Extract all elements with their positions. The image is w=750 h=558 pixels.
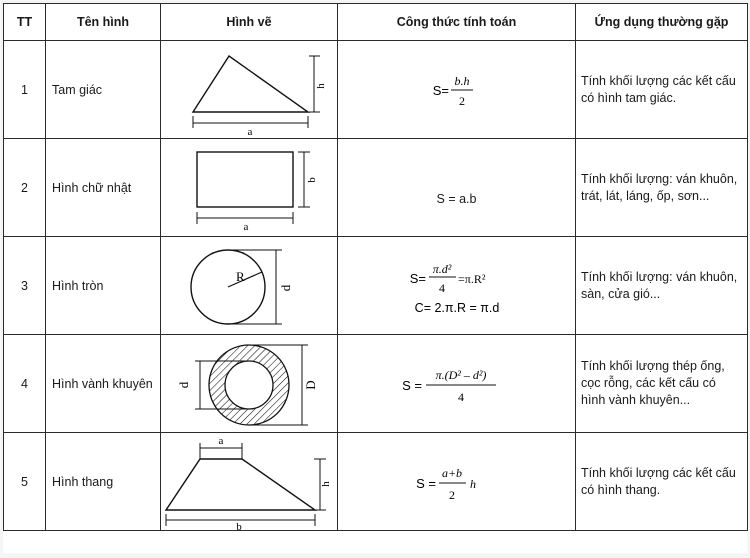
application-line: Tính khối lượng các kết cấu [581, 465, 736, 480]
header-application: Ứng dụng thường gặp [576, 4, 748, 41]
application-line: trát, lát, láng, ốp, sơn... [581, 188, 710, 203]
diameter-label: d [278, 284, 293, 291]
formula-circumference: C= 2.π.R = π.d [414, 300, 499, 315]
triangle-shape [193, 56, 308, 112]
radius-line [228, 272, 262, 287]
inner-diameter-label: d [176, 381, 191, 388]
shape-figure-cell [161, 41, 338, 139]
formula-numerator: π.d² [432, 261, 451, 276]
trapezoid-formula [392, 457, 522, 507]
header-row [4, 4, 748, 41]
formula-denominator: 4 [438, 280, 445, 295]
formula-cell [338, 41, 576, 139]
shape-name: Tam giác [46, 41, 161, 139]
height-label: h [320, 480, 332, 487]
formula-rhs: =π.R² [457, 271, 485, 286]
formula-table-sheet [3, 3, 747, 553]
application-cell [576, 237, 748, 335]
formula-lhs: S= [432, 82, 449, 98]
shape-figure-cell [161, 433, 338, 531]
height-label: h [315, 82, 327, 89]
rectangle-shape [197, 152, 293, 207]
formula-denominator: 2 [448, 487, 455, 502]
header-figure: Hình vẽ [161, 4, 338, 41]
formula-cell [338, 433, 576, 531]
table-row-triangle [4, 41, 748, 139]
circle-figure [164, 238, 334, 334]
height-label: b [306, 176, 318, 183]
application-cell [576, 41, 748, 139]
formula-cell [338, 139, 576, 237]
triangle-formula [397, 68, 517, 112]
application-line: Tính khối lượng thép ống, [581, 359, 725, 373]
shape-figure-cell [161, 335, 338, 433]
formula-denominator: 4 [457, 389, 464, 404]
annulus-shape [209, 345, 289, 425]
row-number: 5 [4, 433, 46, 531]
formula-numerator: b.h [454, 73, 469, 88]
circle-formula [382, 254, 532, 318]
row-number: 4 [4, 335, 46, 433]
outer-diameter-label: D [303, 379, 318, 390]
header-name: Tên hình [46, 4, 161, 41]
bottom-label: b [236, 520, 242, 530]
shape-figure-cell [161, 139, 338, 237]
application-line: có hình tam giác. [581, 90, 677, 105]
row-number: 3 [4, 237, 46, 335]
formula-text: S = a.b [436, 191, 477, 206]
annulus-formula [382, 359, 532, 409]
application-cell [576, 433, 748, 531]
table-row-trapezoid [4, 433, 748, 531]
application-line: Tính khối lượng các kết cấu [581, 73, 736, 88]
row-number: 1 [4, 41, 46, 139]
shape-figure-cell [161, 237, 338, 335]
formula-denominator: 2 [458, 93, 465, 108]
application-cell [576, 335, 748, 433]
trapezoid-shape [166, 459, 315, 510]
header-tt: TT [4, 4, 46, 41]
radius-label: R [236, 268, 245, 284]
formula-rhs: h [469, 476, 476, 491]
trapezoid-figure [163, 434, 335, 530]
row-number: 2 [4, 139, 46, 237]
shape-name: Hình chữ nhật [46, 139, 161, 237]
shape-name: Hình thang [46, 433, 161, 531]
formula-cell [338, 237, 576, 335]
rectangle-figure [164, 142, 334, 234]
application-line: Tính khối lượng: ván khuôn, [581, 171, 738, 186]
application-line: hình vành khuyên... [581, 393, 691, 407]
header-formula: Công thức tính toán [338, 4, 576, 41]
area-formula-table [3, 3, 748, 531]
shape-name: Hình tròn [46, 237, 161, 335]
top-label: a [218, 434, 224, 447]
shape-name: Hình vành khuyên [46, 335, 161, 433]
table-row-rectangle [4, 139, 748, 237]
application-line: Tính khối lượng: ván khuôn, [581, 269, 738, 284]
table-row-annulus [4, 335, 748, 433]
formula-cell [338, 335, 576, 433]
triangle-figure [164, 44, 334, 136]
formula-numerator: a+b [441, 465, 462, 480]
formula-numerator: π.(D² – d²) [435, 367, 486, 382]
width-label: a [243, 220, 249, 233]
annulus-figure [164, 337, 334, 431]
table-row-circle [4, 237, 748, 335]
application-line: sàn, cửa gió... [581, 286, 661, 301]
formula-lhs: S = [415, 475, 436, 491]
application-cell [576, 139, 748, 237]
base-label: a [247, 125, 253, 136]
application-line: cọc rỗng, các kết cấu có [581, 376, 716, 390]
application-line: có hình thang. [581, 482, 661, 497]
formula-lhs: S= [409, 270, 426, 286]
formula-lhs: S = [401, 377, 422, 393]
